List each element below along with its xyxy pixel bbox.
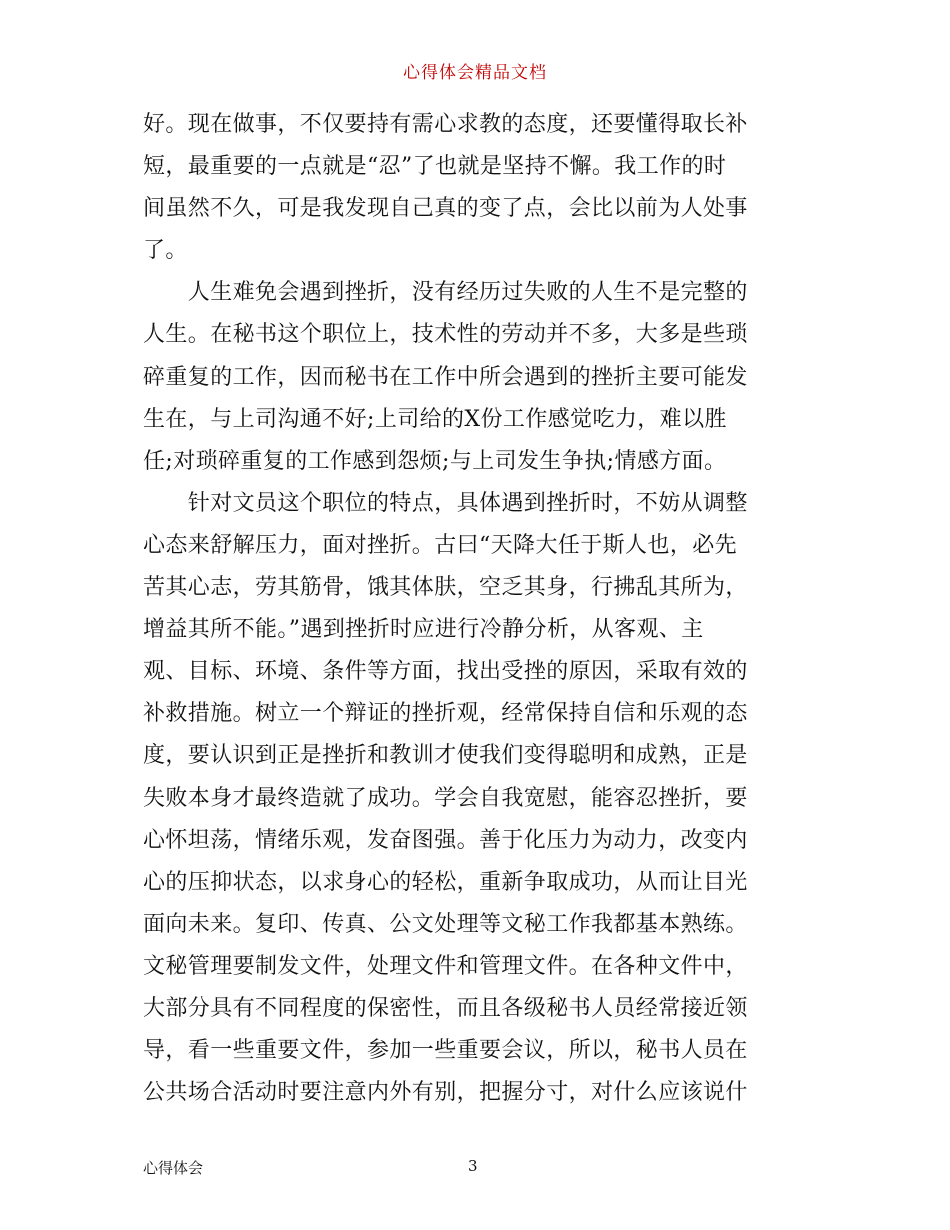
- body-text: [143, 104, 811, 1114]
- text-line: 碎重复的工作，因而秘书在工作中所会遇到的挫折主要可能发: [143, 364, 748, 390]
- text-line: 导，看一些重要文件，参加一些重要会议，所以，秘书人员在: [143, 1038, 748, 1064]
- text-line: 任;对琐碎重复的工作感到怨烦;与上司发生争执;情感方面。: [143, 448, 727, 474]
- text-line: 针对文员这个职位的特点，具体遇到挫折时，不妨从调整: [143, 490, 748, 516]
- footer-label: 心得体会: [143, 1159, 204, 1177]
- text-line: 心的压抑状态，以求身心的轻松，重新争取成功，从而让目光: [143, 869, 748, 895]
- text-line: 苦其心志，劳其筋骨，饿其体肤，空乏其身，行拂乱其所为，: [143, 575, 748, 601]
- text-line: 生在，与上司沟通不好;上司给的X份工作感觉吃力，难以胜: [143, 406, 727, 432]
- text-line: 补救措施。树立一个辩证的挫折观，经常保持自信和乐观的态: [143, 701, 748, 727]
- page-number: 3: [468, 1157, 478, 1175]
- text-line: 好。现在做事，不仅要持有需心求教的态度，还要懂得取长补: [143, 112, 748, 137]
- text-line: 增益其所不能。”遇到挫折时应进行冷静分析，从客观、主: [143, 617, 704, 643]
- text-line: 短，最重要的一点就是“忍”了也就是坚持不懈。我工作的时: [143, 154, 727, 180]
- text-line: 失败本身才最终造就了成功。学会自我宽慰，能容忍挫折，要: [143, 785, 748, 811]
- page-header-title: 心得体会精品文档: [403, 63, 547, 83]
- text-line: 文秘管理要制发文件，处理文件和管理文件。在各种文件中，: [143, 953, 748, 979]
- text-line: 观、目标、环境、条件等方面，找出受挫的原因，采取有效的: [143, 659, 748, 685]
- text-line: 人生。在秘书这个职位上，技术性的劳动并不多，大多是些琐: [143, 322, 748, 348]
- text-line: 间虽然不久，可是我发现自己真的变了点，会比以前为人处事: [143, 196, 748, 222]
- text-line: 心态来舒解压力，面对挫折。古曰“天降大任于斯人也，必先: [143, 532, 738, 558]
- document-body: [143, 104, 811, 1114]
- text-line: 心怀坦荡，情绪乐观，发奋图强。善于化压力为动力，改变内: [143, 827, 748, 853]
- text-line: 了。: [143, 238, 188, 264]
- text-line: 大部分具有不同程度的保密性，而且各级秘书人员经常接近领: [143, 995, 748, 1021]
- text-line: 度，要认识到正是挫折和教训才使我们变得聪明和成熟，正是: [143, 743, 748, 769]
- text-line: 面向未来。复印、传真、公文处理等文秘工作我都基本熟练。: [143, 911, 748, 937]
- text-line: 人生难免会遇到挫折，没有经历过失败的人生不是完整的: [143, 280, 748, 306]
- text-line: 公共场合活动时要注意内外有别，把握分寸，对什么应该说什: [143, 1080, 748, 1106]
